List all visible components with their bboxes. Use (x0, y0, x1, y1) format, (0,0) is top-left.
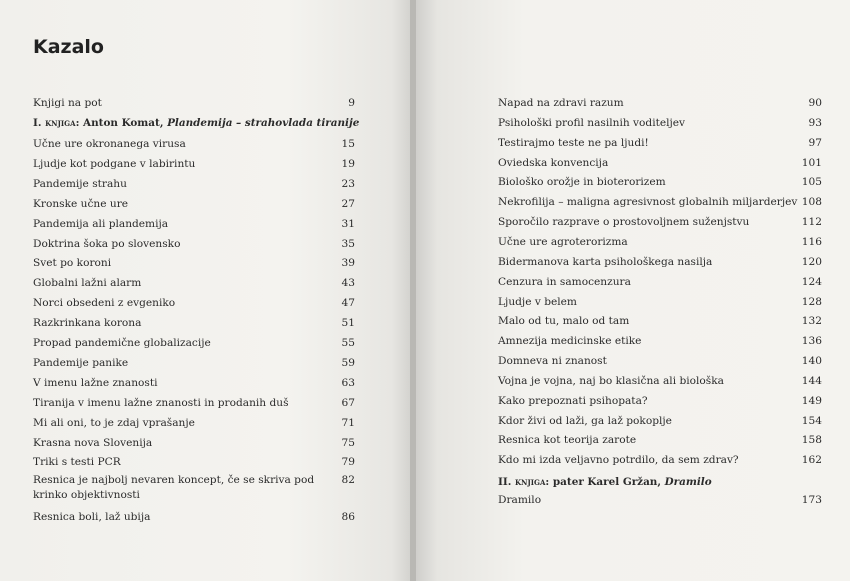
left-page (0, 0, 412, 581)
toc-entry-title: Ljudje v belem (498, 295, 577, 308)
toc-entry-title: Knjigi na pot (33, 97, 102, 109)
toc-entry-page: 35 (341, 237, 355, 250)
toc-entry-page: 82 (341, 474, 355, 486)
toc-entry-page: 55 (341, 337, 355, 349)
toc-entry-page: 9 (348, 97, 355, 109)
toc-entry-page: 173 (801, 494, 822, 506)
section-heading (498, 476, 712, 488)
toc-entry-page: 47 (341, 297, 355, 310)
toc-entry-title: Učne ure agroterorizma (498, 235, 628, 248)
toc-entry-title: Propad pandemične globalizacije (33, 337, 211, 349)
toc-entry-page: 108 (801, 196, 822, 209)
toc-entry-title: Dramilo (498, 494, 542, 506)
toc-entry-page: 158 (801, 434, 822, 447)
toc-entry-title: Amnezija medicinske etike (498, 335, 642, 348)
toc-entry-page: 86 (341, 511, 355, 523)
toc-entry-page: 93 (808, 116, 822, 129)
toc-entry-page: 128 (801, 295, 822, 308)
toc-entry-title: Učne ure okronanega virusa (33, 138, 186, 150)
toc-entry-title: Pandemije panike (33, 356, 129, 369)
toc-entry-page: 51 (341, 317, 355, 330)
section-author: Anton Komat, (83, 117, 164, 129)
toc-entry-page: 23 (341, 177, 355, 190)
toc-entry-page: 59 (341, 356, 355, 369)
toc-entry-title: Pandemija ali plandemija (33, 217, 169, 230)
toc-entry-title: Norci obsedeni z evgeniko (33, 297, 176, 310)
toc-entry-page: 154 (801, 414, 822, 427)
toc-entry-title: Resnica kot teorija zarote (498, 434, 637, 447)
toc-entry-page: 112 (801, 216, 822, 229)
toc-entry-page: 19 (341, 157, 355, 170)
toc-entry-title: Kronske učne ure (33, 197, 129, 210)
toc-entry-page: 149 (801, 394, 822, 407)
toc-entry-title: Ljudje kot podgane v labirintu (33, 157, 196, 170)
right-page (416, 0, 850, 581)
toc-entry-title: Sporočilo razprave o prostovoljnem suženjstvu (498, 216, 750, 229)
toc-entry-title: Domneva ni znanost (498, 355, 607, 368)
toc-entry-page: 136 (801, 335, 822, 348)
toc-entry-page: 90 (808, 97, 822, 109)
toc-entry-page: 75 (341, 436, 355, 449)
toc-entry-title: Doktrina šoka po slovensko (33, 237, 181, 250)
toc-entry-title: Kdo mi izda veljavno potrdilo, da sem zdrav? (498, 454, 739, 467)
toc-entry-title: Resnica boli, laž ubija (33, 511, 151, 523)
toc-entry-page: 116 (801, 235, 822, 248)
toc-entry-page: 39 (341, 257, 355, 270)
toc-entry-title: Nekrofilija – maligna agresivnost globalnih miljarderjev (498, 196, 798, 209)
toc-entry-page: 31 (341, 217, 355, 230)
toc-entry-page: 71 (341, 416, 355, 429)
page-title: Kazalo (33, 36, 104, 58)
toc-entry-title: Napad na zdravi razum (498, 97, 624, 109)
toc-entry-page: 132 (801, 315, 822, 328)
toc-entry-title: Razkrinkana korona (33, 317, 142, 330)
section-label: I. knjiga: (33, 117, 80, 129)
section-book-title: Plandemija – strahovlada tiranije (167, 117, 360, 129)
section-book-title: Dramilo (664, 476, 712, 488)
toc-entry-title: Pandemije strahu (33, 177, 127, 190)
toc-entry-title: Svet po koroni (33, 257, 112, 270)
toc-entry-page: 124 (801, 275, 822, 288)
toc-entry-page: 43 (341, 277, 355, 290)
toc-entry-page: 27 (341, 197, 355, 210)
section-author: pater Karel Gržan, (552, 476, 661, 488)
toc-entry-page: 97 (808, 136, 822, 149)
toc-entry-title: Vojna je vojna, naj bo klasična ali biološka (498, 374, 724, 387)
toc-entry-page: 67 (341, 396, 355, 409)
toc-entry-title: Kako prepoznati psihopata? (498, 394, 648, 407)
toc-entry-title: Mi ali oni, to je zdaj vprašanje (33, 416, 195, 429)
toc-entry-page: 101 (801, 156, 822, 169)
toc-entry-title: Oviedska konvencija (498, 156, 609, 169)
toc-entry-title: Malo od tu, malo od tam (498, 315, 630, 328)
toc-entry-title: Kdor živi od laži, ga laž pokoplje (498, 414, 672, 427)
toc-entry-title: Biološko orožje in bioterorizem (498, 176, 666, 189)
toc-entry-page: 63 (341, 376, 355, 389)
toc-entry-title: Triki s testi PCR (33, 456, 121, 469)
toc-entry-page: 79 (341, 456, 355, 469)
toc-entry-page: 105 (801, 176, 822, 189)
toc-entry-title: Krasna nova Slovenija (33, 436, 153, 449)
toc-entry-title-line2: krinko objektivnosti (33, 489, 140, 501)
toc-entry-title: Cenzura in samocenzura (498, 275, 631, 288)
section-heading (33, 117, 359, 129)
toc-entry-title-line1: Resnica je najbolj nevaren koncept, če se skriva pod (33, 474, 315, 486)
toc-entry-page: 140 (801, 355, 822, 368)
toc-entry-page: 15 (341, 138, 355, 150)
toc-entry-page: 162 (801, 454, 822, 467)
section-label: II. knjiga: (498, 476, 550, 488)
toc-entry-title: Tiranija v imenu lažne znanosti in prodanih duš (33, 396, 289, 409)
toc-entry-title: Testirajmo teste ne pa ljudi! (498, 136, 649, 149)
toc-entry-title: Globalni lažni alarm (33, 277, 142, 290)
toc-entry-page: 144 (801, 374, 822, 387)
toc-entry-title: V imenu lažne znanosti (33, 376, 158, 389)
toc-entry-title: Psihološki profil nasilnih voditeljev (498, 116, 686, 129)
toc-entry-page: 120 (801, 255, 822, 268)
toc-entry-title: Bidermanova karta psihološkega nasilja (498, 255, 713, 268)
